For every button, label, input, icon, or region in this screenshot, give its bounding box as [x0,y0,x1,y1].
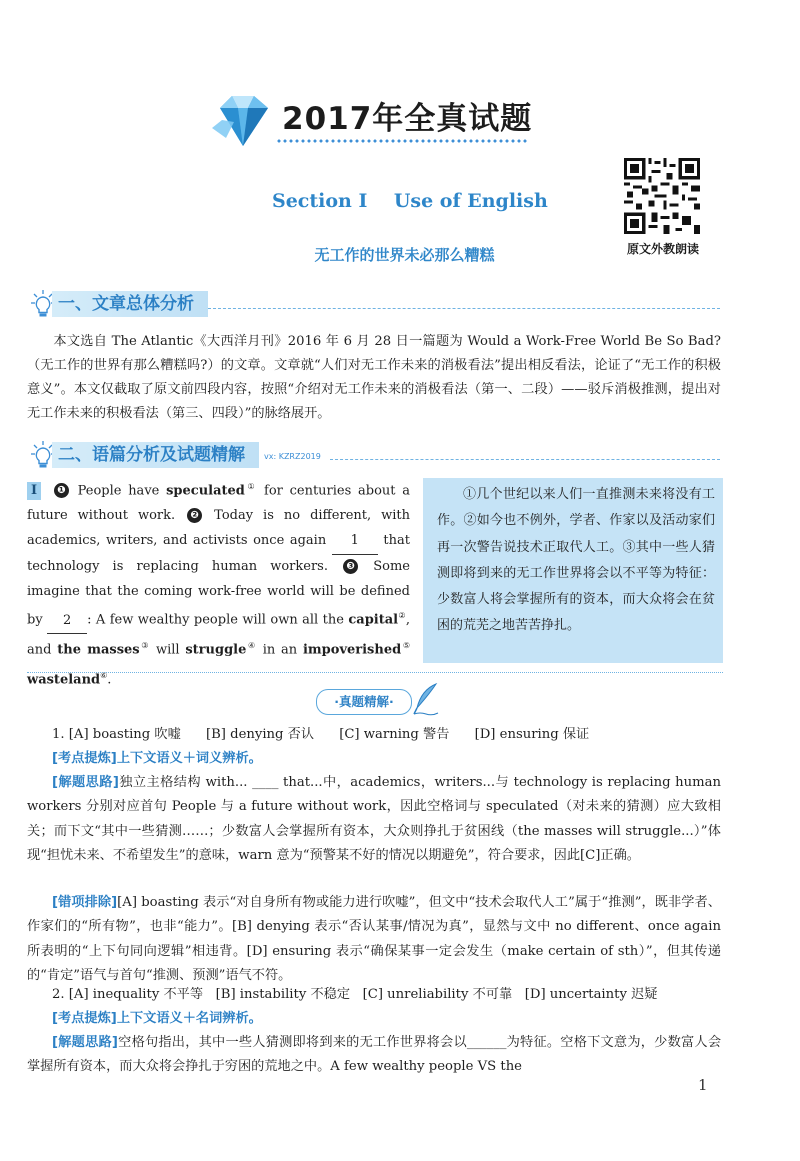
watermark-text: vx: KZRZ2019 [264,452,321,461]
question-2-options: 2. [A] inequality 不平等 [B] instability 不稳定 [C] unreliability 不可靠 [D] uncertainty 迟疑 [52,987,658,1002]
key-point-label: [考点提炼] [52,1011,117,1026]
q1-solution: [解题思路]独立主格结构 with... ____ that...中，academics，writers...与 technology is replacing human workers 分别对应首句 People 与 a future without work，因此空格词与 speculated（对未来的猜测）应大致相关；而下文“其中一些猜测……；少数富人会掌握所有资本，大众则挣扎于贫困线（the masses will struggle...）”体现“担忧未来、不希望发生”的意味，warn 意为“预警某不好的情况以期避免”，符合要求，因此[C]正确。 [27,775,721,863]
diamond-icon [212,92,274,150]
key-word: capital [348,612,399,628]
translation-box [423,478,723,663]
page-number: 1 [698,1076,708,1094]
q2-solution: [解题思路]空格句指出，其中一些人猜测即将到来的无工作世界将会以______为特征。空格下文意为，少数富人会掌握所有资本，而大众将会挣扎于穷困的荒地之中。A few wealthy people VS the [27,1035,722,1075]
sentence-number: ❷ [187,508,202,523]
q1-key-point: [考点提炼]上下文语义＋词义辨析。 [52,751,262,766]
solution-label: [解题思路] [52,775,119,790]
page-title: 2017年全真试题 [282,101,533,137]
key-word: struggle [185,642,247,658]
qr-code-icon [624,158,700,234]
q1-distractor-analysis: [错项排除][A] boasting 表示“对自身所有物或能力进行吹嘘”，但文中“技术会取代人工”属于“推测”，既非学者、作家们的“所有物”，也非“能力”。[B] denying 表示“否认某事/情况为真”，显然与文中 no different、once again 所表明的“上下句同向逻辑”相违背。[D] ensuring 表示“确保某事一定会发生（make certain of sth）”，但其传递的“肯定”语气与首句“推测、预测”语气不符。 [27,895,721,983]
overall-analysis-paragraph: 本文选自 The Atlantic《大西洋月刊》2016 年 6 月 28 日一篇题为 Would a Work-Free World Be So Bad?（无工作的世界有那么糟糕吗?）的文章。文章就“人们对无工作未来的消极看法”提出相反看法，论证了“无工作的积极意义”。本文仅截取了原文前四段内容，按照“介绍对无工作未来的消极看法（第一、二段）——驳斥消极推测，提出对无工作未来的积极看法（第三、四段）”的脉络展开。 [27,334,721,421]
solution-label: [解题思路] [52,1035,118,1050]
blank-2: 2 [47,609,87,635]
blank-1: 1 [332,529,378,555]
heading-dash-line [208,308,720,309]
section-heading-discourse-analysis [30,440,720,470]
section-heading-overall-analysis [30,289,720,319]
title-underline-dots [276,138,528,144]
dotted-separator [27,672,723,673]
paragraph-number: Ⅰ [27,482,41,500]
question-1-options: 1. [A] boasting 吹嘘 [B] denying 否认 [C] warning 警告 [D] ensuring 保证 [52,727,590,742]
distractor-label: [错项排除] [52,895,118,910]
sentence-number: ❶ [54,483,69,498]
section-tag: ·真题精解· [316,689,412,715]
overall-analysis-text [27,330,721,426]
qr-caption: 原文外教朗读 [626,242,699,256]
translation-text: ①几个世纪以来人们一直推测未来将没有工作。②如今也不例外，学者、作家以及活动家们再一次警告说技术正取代人工。③其中一些人猜测即将到来的无工作世界将会以不平等为特征：少数富人将会掌握所有的资本，而大众将会在贫困的荒芜之地苦苦挣扎。 [437,487,715,634]
article-subtitle: 无工作的世界未必那么糟糕 [314,246,495,264]
key-word: impoverished [302,642,402,658]
key-word: speculated [166,483,245,499]
key-point-label: [考点提炼] [52,751,117,766]
section-heading-label: 二、语篇分析及试题精解 [58,445,245,465]
key-word: wasteland [27,671,101,687]
sentence-number: ❸ [343,559,358,574]
q2-key-point: [考点提炼]上下文语义＋名词辨析。 [52,1011,262,1026]
section-heading-label: 一、文章总体分析 [58,294,194,314]
article-paragraph: Ⅰ ❶ People have speculated① for centuries about a future without work. ❷ Today is no different, with academics, writers, and activists once again 1 that technology is replacing human workers. ❸ Some imagine that the coming work-free world will be defined by 2 : A few wealthy people will own all the capital②, and the masses③ will struggle④ in an impoverished⑤ wasteland⑥. [27,482,411,687]
key-word: the masses [57,642,140,658]
section-title: Section Ⅰ Use of English [272,190,548,212]
quill-pen-icon [412,682,440,716]
heading-dash-line [330,459,720,460]
